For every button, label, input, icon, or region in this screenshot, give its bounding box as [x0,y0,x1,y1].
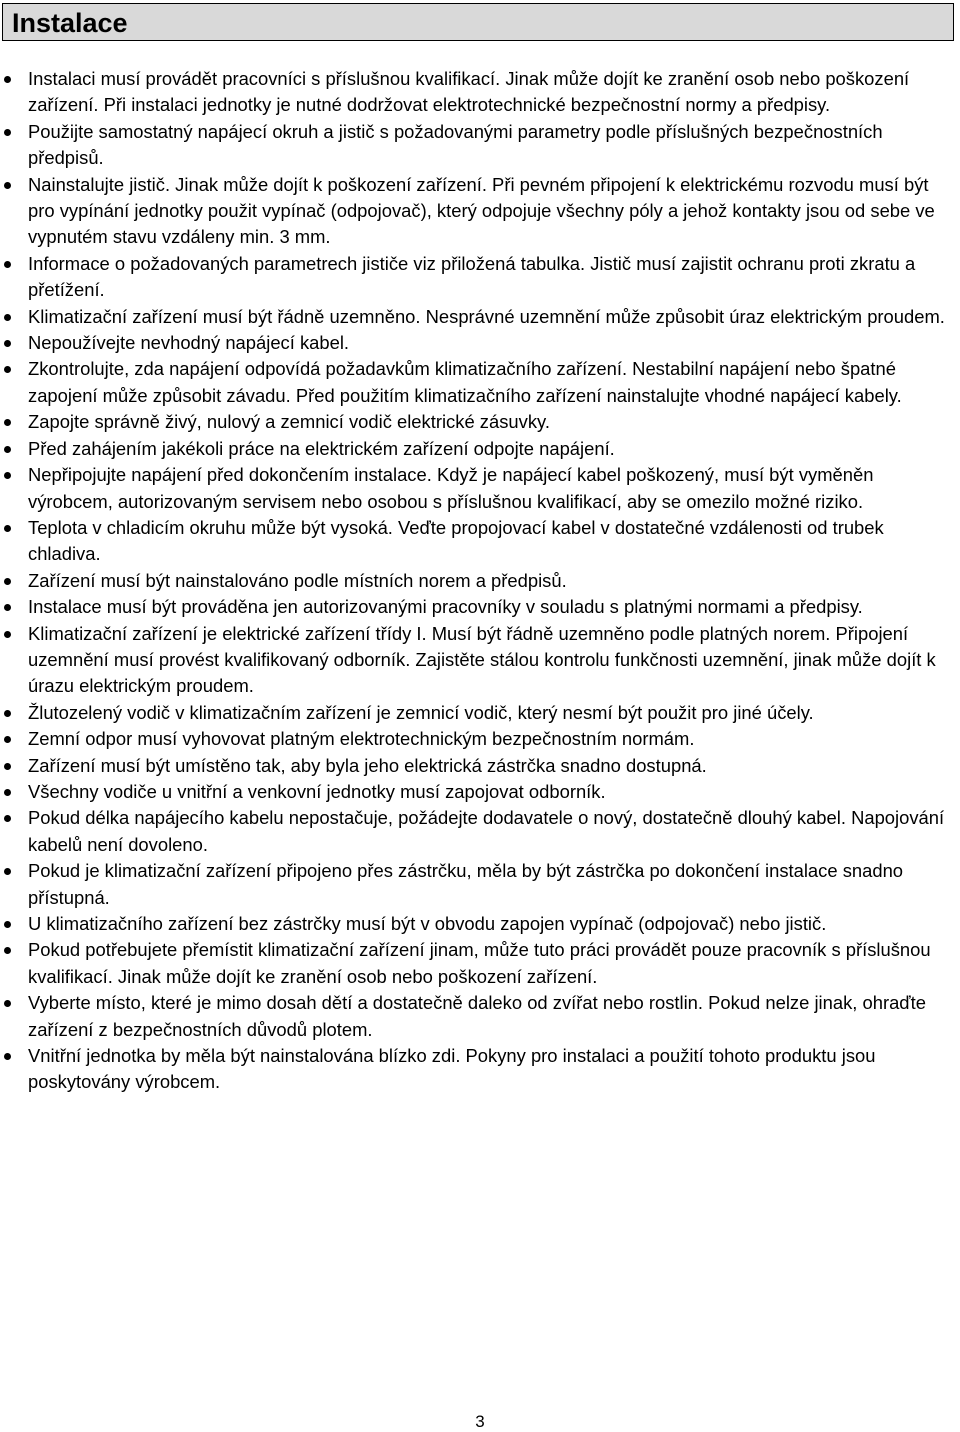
list-item [0,700,960,726]
list-item [0,726,960,752]
list-item [0,304,960,330]
list-item-text: Klimatizační zařízení je elektrické zařízení třídy I. Musí být řádně uzemněno podle platných norem. Připojení uzemnění musí provést kvalifikovaný odborník. Zajistěte stálou kontrolu funkčnosti uzemnění, jinak může dojít k úrazu elektrickým proudem. [28,622,936,697]
list-item-text: Pokud délka napájecího kabelu nepostačuje, požádejte dodavatele o nový, dostatečně dlouhý kabel. Napojování kabelů není dovoleno. [28,807,945,855]
list-item [0,858,960,911]
bullet-icon [4,446,11,453]
list-item [0,990,960,1043]
list-item-text: Nepoužívejte nevhodný napájecí kabel. [28,332,350,354]
list-item [0,515,960,568]
list-item [0,568,960,594]
list-item-text: Klimatizační zařízení musí být řádně uzemněno. Nesprávné uzemnění může způsobit úraz elektrickým proudem. [28,305,945,327]
list-item-text: Vyberte místo, které je mimo dosah dětí a dostatečně daleko od zvířat nebo rostlin. Pokud nelze jinak, ohraďte zařízení z bezpečnostních důvodů plotem. [28,992,926,1040]
bullet-icon [4,340,11,347]
list-item-text: Zemní odpor musí vyhovovat platným elektrotechnickým bezpečnostním normám. [28,728,695,750]
list-item-text: Instalace musí být prováděna jen autorizovanými pracovníky v souladu s platnými normami a předpisy. [28,596,863,618]
list-item [0,356,960,409]
bullet-icon [4,736,11,743]
list-item [0,436,960,462]
list-item [0,119,960,172]
bullet-icon [4,947,11,954]
list-item [0,462,960,515]
section-header [2,3,954,41]
bullet-icon [4,261,11,268]
list-item [0,251,960,304]
bullet-icon [4,921,11,928]
list-item-text: Instalaci musí provádět pracovníci s příslušnou kvalifikací. Jinak může dojít ke zranění osob nebo poškození zařízení. Při instalaci jednotky je nutné dodržovat elektrotechnické bezpečnostní normy a předpisy. [28,68,910,116]
bullet-icon [4,182,11,189]
list-item-text: Zařízení musí být nainstalováno podle místních norem a předpisů. [28,569,567,591]
bullet-icon [4,578,11,585]
list-item-text: U klimatizačního zařízení bez zástrčky musí být v obvodu zapojen vypínač (odpojovač) nebo jistič. [28,913,827,934]
list-item [0,594,960,620]
bullet-icon [4,525,11,532]
list-item-text: Nainstalujte jistič. Jinak může dojít k poškození zařízení. Při pevném připojení k elektrickému rozvodu musí být pro vypínání jednotky použit vypínač (odpojovač), který odpojuje všechny póly a jehož kontakty jsou od sebe ve vypnutém stavu vzdáleny min. 3 mm. [28,173,935,248]
list-item [0,805,960,858]
list-item-text: Žlutozelený vodič v klimatizačním zařízení je zemnicí vodič, který nesmí být použit pro jiné účely. [28,701,814,723]
list-item [0,753,960,779]
list-item-text: Vnitřní jednotka by měla být nainstalována blízko zdi. Pokyny pro instalaci a použití tohoto produktu jsou poskytovány výrobcem. [28,1045,876,1093]
list-item [0,66,960,119]
list-item-text: Zkontrolujte, zda napájení odpovídá požadavkům klimatizačního zařízení. Nestabilní napájení nebo špatné zapojení může způsobit závadu. Před použitím klimatizačního zařízení nainstalujte vhodné napájecí kabely. [28,358,902,406]
bullet-icon [4,815,11,822]
bullet-icon [4,366,11,373]
bullet-icon [4,710,11,717]
bullet-icon [4,1000,11,1007]
list-item [0,911,960,937]
bullet-icon [4,314,11,321]
list-item-text: Zapojte správně živý, nulový a zemnicí vodič elektrické zásuvky. [28,411,550,433]
instructions-list [0,66,960,1096]
list-item-text: Použijte samostatný napájecí okruh a jistič s požadovanými parametry podle příslušných bezpečnostních předpisů. [28,120,883,169]
bullet-icon [4,1053,11,1060]
bullet-icon [4,763,11,770]
bullet-icon [4,472,11,479]
list-item [0,330,960,356]
list-item-text: Před zahájením jakékoli práce na elektrickém zařízení odpojte napájení. [28,437,615,459]
bullet-icon [4,604,11,611]
list-item-text: Všechny vodiče u vnitřní a venkovní jednotky musí zapojovat odborník. [28,780,606,802]
list-item [0,172,960,251]
list-item-text: Teplota v chladicím okruhu může být vysoká. Veďte propojovací kabel v dostatečné vzdálenosti od trubek chladiva. [28,516,884,565]
bullet-icon [4,631,11,638]
list-item [0,621,960,700]
list-item-text: Nepřipojujte napájení před dokončením instalace. Když je napájecí kabel poškozený, musí být vyměněn výrobcem, autorizovaným servisem nebo osobou s příslušnou kvalifikací, aby se omezilo možné riziko. [28,464,874,512]
page-number: 3 [475,1412,485,1431]
list-item [0,1043,960,1096]
section-title: Instalace [12,8,128,38]
list-item [0,779,960,805]
list-item-text: Pokud potřebujete přemístit klimatizační zařízení jinam, může tuto práci provádět pouze pracovník s příslušnou kvalifikací. Jinak může dojít ke zranění osob nebo poškození zařízení. [28,939,931,987]
bullet-icon [4,76,11,83]
bullet-icon [4,868,11,875]
bullet-icon [4,129,11,136]
list-item [0,409,960,435]
bullet-icon [4,789,11,796]
list-item-text: Pokud je klimatizační zařízení připojeno přes zástrčku, měla by být zástrčka po dokončení instalace snadno přístupná. [28,860,904,908]
list-item [0,937,960,990]
list-item-text: Zařízení musí být umístěno tak, aby byla jeho elektrická zástrčka snadno dostupná. [28,754,707,776]
bullet-icon [4,419,11,426]
list-item-text: Informace o požadovaných parametrech jističe viz přiložená tabulka. Jistič musí zajistit ochranu proti zkratu a přetížení. [28,252,916,301]
